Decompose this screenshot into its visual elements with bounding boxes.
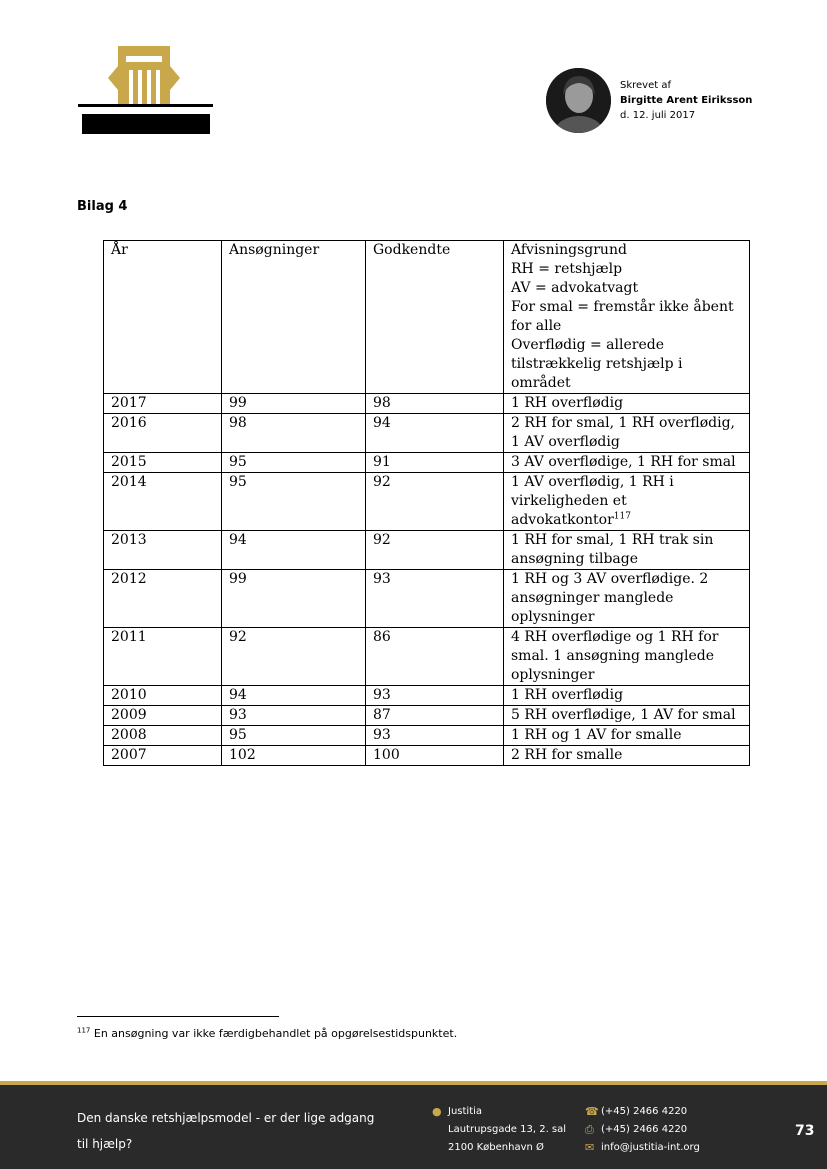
page-footer — [0, 1081, 827, 1169]
cell-approved: 92 — [366, 531, 504, 570]
cell-applications: 92 — [222, 628, 366, 686]
header-reason-title: Afvisningsgrund — [511, 242, 627, 258]
cell-applications: 95 — [222, 473, 366, 531]
cell-year: 2007 — [104, 746, 222, 766]
cell-reason: 3 AV overflødige, 1 RH for smal — [504, 453, 750, 473]
footer-address-line1: Lautrupsgade 13, 2. sal — [448, 1124, 567, 1135]
table-row — [104, 570, 750, 628]
cell-reason: 5 RH overflødige, 1 AV for smal — [504, 706, 750, 726]
cell-year: 2017 — [104, 394, 222, 414]
cell-approved: 91 — [366, 453, 504, 473]
legend-rh: RH = retshjælp — [511, 261, 623, 277]
footer-email[interactable]: info@justitia-int.org — [601, 1142, 700, 1153]
footer-contact — [585, 1103, 700, 1157]
footnote — [77, 1027, 457, 1040]
mail-icon: ✉ — [585, 1141, 595, 1154]
cell-reason: 2 RH for smalle — [504, 746, 750, 766]
cell-reason: 1 AV overflødig, 1 RH i virkeligheden et advokatkontor$^{117}$ — [504, 473, 750, 531]
table-row — [104, 628, 750, 686]
footer-fax: (+45) 2466 4220 — [601, 1124, 688, 1135]
cell-approved: 86 — [366, 628, 504, 686]
footnote-text: En ansøgning var ikke færdigbehandlet på opgørelsestidspunktet. — [93, 1027, 458, 1040]
header-reason — [504, 241, 750, 394]
header-year: År — [104, 241, 222, 394]
cell-applications: 95 — [222, 726, 366, 746]
location-pin-icon: ● — [432, 1105, 442, 1118]
cell-applications: 99 — [222, 570, 366, 628]
cell-applications: 99 — [222, 394, 366, 414]
section-title: Bilag 4 — [77, 199, 128, 214]
cell-year: 2013 — [104, 531, 222, 570]
fax-icon: ⎙ — [585, 1123, 594, 1136]
cell-approved: 98 — [366, 394, 504, 414]
cell-reason: 2 RH for smal, 1 RH overflødig, 1 AV overflødig — [504, 414, 750, 453]
cell-applications: 93 — [222, 706, 366, 726]
cell-year: 2011 — [104, 628, 222, 686]
cell-year: 2014 — [104, 473, 222, 531]
cell-year: 2016 — [104, 414, 222, 453]
table-row — [104, 706, 750, 726]
footer-address-line2: 2100 København Ø — [448, 1142, 544, 1153]
cell-reason: 1 RH overflødig — [504, 686, 750, 706]
cell-reason: 1 RH for smal, 1 RH trak sin ansøgning tilbage — [504, 531, 750, 570]
footer-phone: (+45) 2466 4220 — [601, 1106, 688, 1117]
appendix-table — [103, 240, 750, 766]
legend-for-smal: For smal = fremstår ikke åbent for alle — [511, 299, 734, 334]
cell-reason: 4 RH overflødige og 1 RH for smal. 1 ansøgning manglede oplysninger — [504, 628, 750, 686]
author-date: d. 12. juli 2017 — [620, 110, 696, 121]
table-row — [104, 394, 750, 414]
cell-approved: 94 — [366, 414, 504, 453]
legend-overflodig: Overflødig = allerede tilstrækkelig retshjælp i området — [511, 337, 683, 391]
footer-address — [432, 1103, 566, 1157]
justitia-logo — [78, 44, 213, 136]
author-block — [546, 68, 752, 133]
cell-approved: 87 — [366, 706, 504, 726]
cell-year: 2008 — [104, 726, 222, 746]
table-row — [104, 531, 750, 570]
cell-year: 2012 — [104, 570, 222, 628]
legend-av: AV = advokatvagt — [511, 280, 639, 296]
phone-icon: ☎ — [585, 1105, 599, 1118]
table-row — [104, 473, 750, 531]
table-row — [104, 726, 750, 746]
cell-approved: 93 — [366, 570, 504, 628]
footnote-ref[interactable]: 117 — [613, 511, 631, 522]
table-row — [104, 414, 750, 453]
header-approved: Godkendte — [366, 241, 504, 394]
cell-approved: 100 — [366, 746, 504, 766]
cell-applications: 94 — [222, 686, 366, 706]
cell-approved: 92 — [366, 473, 504, 531]
table-row — [104, 453, 750, 473]
footer-org: Justitia — [448, 1106, 483, 1117]
cell-year: 2010 — [104, 686, 222, 706]
cell-applications: 98 — [222, 414, 366, 453]
cell-applications: 95 — [222, 453, 366, 473]
cell-year: 2015 — [104, 453, 222, 473]
header-applications: Ansøgninger — [222, 241, 366, 394]
cell-applications: 102 — [222, 746, 366, 766]
table-row — [104, 746, 750, 766]
author-avatar — [546, 68, 611, 133]
footer-title: Den danske retshjælpsmodel - er der lige adgang til hjælp? — [77, 1111, 375, 1151]
cell-approved: 93 — [366, 726, 504, 746]
footnote-number: 117 — [77, 1026, 91, 1035]
footnote-divider — [77, 1016, 279, 1017]
cell-reason: 1 RH og 3 AV overflødige. 2 ansøgninger manglede oplysninger — [504, 570, 750, 628]
cell-year: 2009 — [104, 706, 222, 726]
page-number: 73 — [795, 1123, 815, 1139]
author-name: Birgitte Arent Eiriksson — [620, 95, 753, 106]
cell-reason: 1 RH overflødig — [504, 394, 750, 414]
table-row — [104, 686, 750, 706]
author-prefix: Skrevet af — [620, 80, 672, 91]
cell-reason: 1 RH og 1 AV for smalle — [504, 726, 750, 746]
table-header-row — [104, 241, 750, 394]
cell-approved: 93 — [366, 686, 504, 706]
cell-applications: 94 — [222, 531, 366, 570]
